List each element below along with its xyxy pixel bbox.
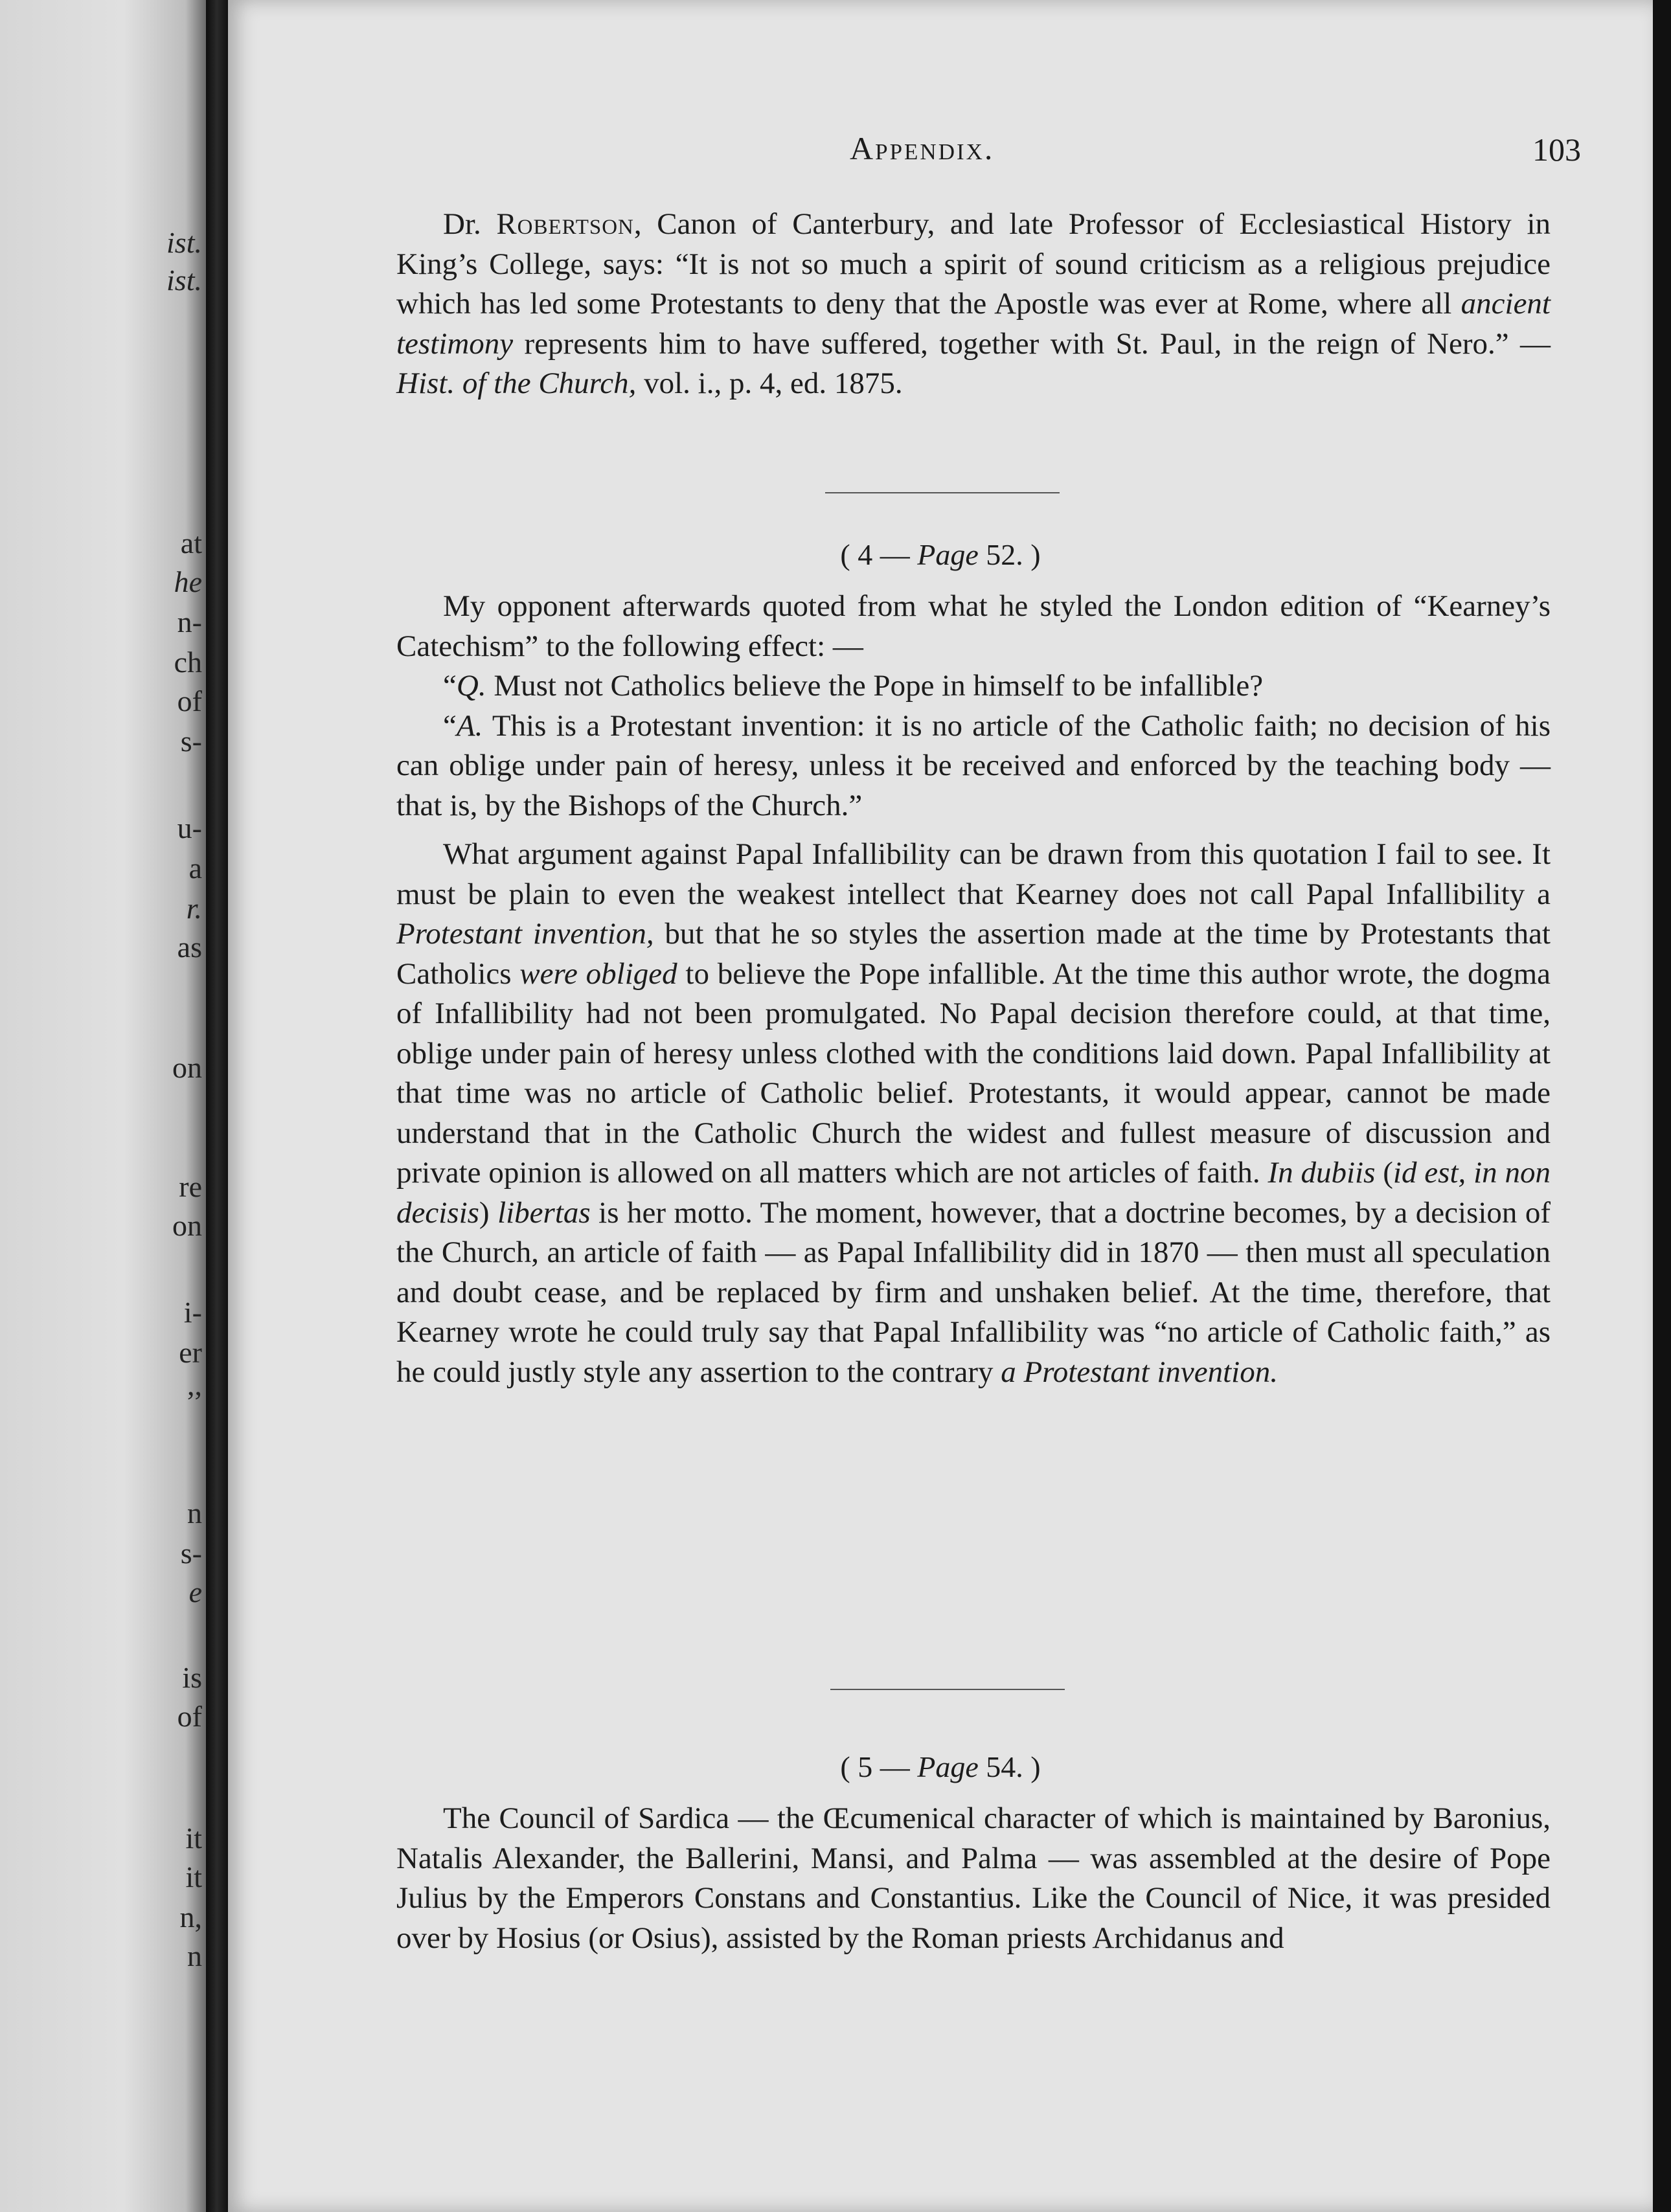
paragraph: The Council of Sardica — the Œcumenical character of which is maintained by Baronius, Natalis Alexander, the Ballerini, Mansi, and Palma — was assembled at the desire of Pope Julius by the Emperors Constans and Constantius. Like the Council of Nice, it was presided over by Hosius (or Osius), assisted by the Roman priests Archidanus and — [396, 1801, 1551, 1955]
paragraph — [396, 835, 1551, 1392]
left-fragment: u- — [177, 811, 202, 844]
text-run: ) — [479, 1195, 498, 1230]
italic-text: In dubiis — [1267, 1156, 1376, 1190]
section-4-heading — [228, 537, 1653, 572]
text-run: ( 5 — — [840, 1750, 918, 1783]
italic-text: libertas — [497, 1195, 591, 1230]
text-run: represents him to have suffered, together with St. Paul, in the reign of Nero.” — — [513, 326, 1551, 361]
question-letter: Q. — [456, 669, 486, 703]
citation-title: Hist. of the Church, — [396, 367, 637, 400]
paragraph — [396, 205, 1551, 404]
page-header — [228, 130, 1653, 175]
left-fragment: it — [185, 1822, 202, 1855]
italic-text: Protestant invention, — [396, 917, 654, 951]
spacer — [396, 826, 1551, 835]
left-fragment: r. — [186, 892, 202, 925]
text-run: “ — [443, 708, 457, 743]
left-fragment: on — [172, 1209, 202, 1242]
main-page — [228, 0, 1653, 2212]
left-fragment: i- — [183, 1296, 202, 1329]
left-fragment: it — [185, 1860, 202, 1893]
text-run: Dr. — [443, 207, 497, 241]
left-fragment: as — [177, 931, 202, 964]
robertson-paragraph — [396, 205, 1551, 404]
left-fragment: ,, — [187, 1368, 202, 1401]
left-fragment: ist. — [166, 264, 202, 297]
author-name: Robertson — [496, 207, 634, 241]
text-run: This is a Protestant invention: it is no article of the Catholic faith; no decision of his can oblige under pain of heresy, unless it be received and enforced by the teaching body — that is, by the Bishops of the Church.” — [396, 708, 1551, 822]
left-fragment: ist. — [166, 226, 202, 259]
left-fragment: s- — [180, 725, 202, 758]
left-fragment: n — [187, 1939, 202, 1972]
left-fragment: er — [179, 1336, 202, 1369]
text-run: “ — [443, 669, 457, 703]
text-run: to believe the Pope infallible. At the time this author wrote, the dogma of Infallibility had not been promulgated. No Papal decision therefore could, at that time, oblige under pain of heresy unless clothed with the conditions laid down. Papal Infallibility at that time was no article of Catholic belief. Protestants, it would appear, cannot be made understand that in the Catholic Church the widest and fullest measure of discussion and private opinion is allowed on all matters which are not articles of faith. — [396, 956, 1551, 1190]
left-fragment: a — [188, 852, 202, 885]
left-fragment: is — [182, 1661, 202, 1694]
section-5-body — [396, 1799, 1551, 1958]
text-run: ( — [1375, 1156, 1393, 1190]
catechism-question — [396, 666, 1551, 706]
italic-text: ancient testimony — [396, 287, 1551, 361]
italic-text: id est, in non decisis — [396, 1156, 1551, 1230]
text-run: 52. ) — [978, 538, 1041, 571]
section-divider — [825, 492, 1060, 493]
section-5-heading — [228, 1750, 1653, 1784]
italic-text: were obliged — [519, 956, 677, 991]
scan-right-edge — [1653, 0, 1671, 2212]
text-run: Must not Catholics believe the Pope in himself to be infallible? — [486, 669, 1264, 703]
left-fragment: n — [187, 1496, 202, 1529]
paragraph: My opponent afterwards quoted from what he styled the London edition of “Kearney’s Catechism” to the following effect: — — [396, 589, 1551, 663]
section-divider — [830, 1689, 1065, 1690]
text-run: 54. ) — [978, 1750, 1041, 1783]
page-number: 103 — [1532, 131, 1581, 168]
left-fragment: at — [180, 526, 202, 559]
answer-letter: A. — [456, 708, 483, 743]
left-margin-fragments — [0, 0, 206, 2212]
text-run: is her motto. The moment, however, that a doctrine becomes, by a decision of the Church, an article of faith — as Papal Infallibility did in 1870 — then must all speculation and doubt cease, and be replaced by firm and unshaken belief. At the time, therefore, that Kearney wrote he could truly say that Papal Infallibility was “no article of Catholic faith,” as he could justly style any assertion to the contrary — [396, 1195, 1551, 1389]
text-run: What argument against Papal Infallibility can be drawn from this quotation I fail to see. It must be plain to even the weakest intellect that Kearney does not call Papal Infallibility a — [396, 837, 1551, 911]
catechism-answer — [396, 706, 1551, 826]
left-fragment: ch — [174, 646, 202, 679]
left-facing-page — [0, 0, 206, 2212]
left-fragment: re — [179, 1170, 202, 1203]
text-run: ( 4 — — [840, 538, 918, 571]
left-fragment: of — [177, 1700, 202, 1733]
left-fragment: n, — [179, 1901, 202, 1934]
page-label: Page — [917, 538, 979, 571]
left-fragment: of — [177, 684, 202, 717]
italic-text: a Protestant invention. — [1001, 1355, 1278, 1389]
running-head: Appendix. — [850, 130, 995, 166]
text-run: vol. i., p. 4, ed. 1875. — [636, 367, 903, 400]
left-fragment: he — [174, 565, 202, 598]
left-fragment: e — [188, 1575, 202, 1608]
page-label: Page — [917, 1750, 979, 1783]
left-fragment: on — [172, 1051, 202, 1084]
text-run: , Canon of Canterbury, and late Professor of Ecclesiastical History in King’s College, says: “It is not so much a spirit of sound criticism as a religious prejudice which has led some Protestants to deny that the Apostle was ever at Rome, where all — [396, 207, 1551, 321]
book-gutter — [206, 0, 228, 2212]
section-4-body — [396, 587, 1551, 1392]
left-fragment: n- — [177, 605, 202, 638]
left-fragment: s- — [180, 1537, 202, 1570]
text-run: but that he so styles the assertion made at the time by Protestants that Catholics — [396, 917, 1551, 991]
